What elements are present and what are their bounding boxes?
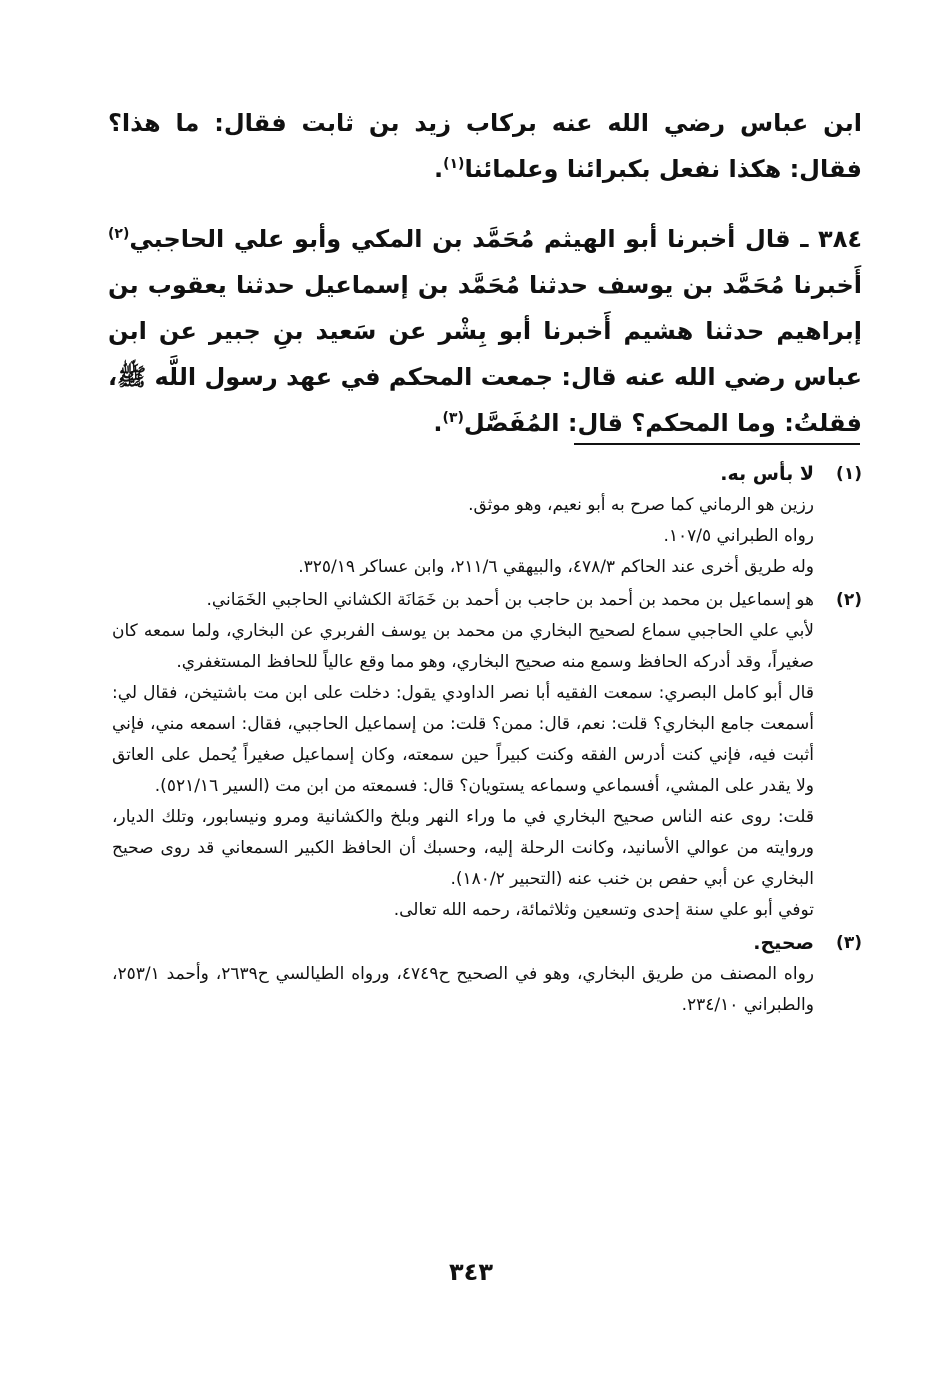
footnote-number: (٣) [836,933,862,953]
footnote-separator [574,443,860,445]
footnote-line: هو إسماعيل بن محمد بن أحمد بن حاجب بن أحمد بن خَمَانَة الكشاني الحاجبي الخَمَاني. [206,590,814,610]
footnote-ref-3: (٣) [442,410,464,426]
footnote-number: (١) [836,464,862,484]
footnote-line: قال أبو كامل البصري: سمعت الفقيه أبا نصر الداودي يقول: دخلت على ابن مت باشتيخن، فقال لي: أسمعت جامع البخاري؟ قلت: نعم، قال: ممن؟ قلت: من إسماعيل الحاجبي، فقال: اسمعه مني، فإني أثبت فيه، فإني كنت أدرس الفقه وكنت كبيراً حين سمعته، وكان إسماعيل صغيراً يُحمل على العاتق ولا يقدر على المشي، أفسماعي وسماعه يستويان؟ قال: فسمعته من ابن مت (السير ٥٢١/١٦). [112,683,814,796]
paragraph-1-text: ابن عباس رضي الله عنه بركاب زيد بن ثابت فقال: ما هذا؟ فقال: هكذا نفعل بكبرائنا وعلمائنا [108,109,862,183]
footnotes [112,459,862,1023]
footnote-ref-1: (١) [443,156,465,172]
footnote-number: (٢) [836,590,862,610]
page-number: ٣٤٣ [449,1258,493,1286]
footnote-line: رزين هو الرماني كما صرح به أبو نعيم، وهو موثق. [468,495,814,515]
footnote-grade: صحيح. [753,932,814,954]
main-paragraph-1 [108,100,862,192]
footnote-line: لأبي علي الحاجبي سماع لصحيح البخاري من محمد بن يوسف الفربري عن البخاري، ولما سمعه كان صغيراً، وقد أدركه الحافظ وسمع منه صحيح البخاري، وهو مما وقع عالياً للحافظ المستغفري. [112,621,814,672]
footnote-line: قلت: روى عنه الناس صحيح البخاري في ما وراء النهر وبلخ والكشانية ومرو ونيسابور، وتلك الديار، وروايته من عوالي الأسانيد، وكانت الرحلة إليه، وحسبك أن الحافظ الكبير السمعاني قد روى صحيح البخاري عن أبي حفص بن خنب عنه (التحبير ١٨٠/٢). [112,807,814,889]
footnote-ref-2: (٢) [108,226,130,242]
hadith-384 [108,216,862,446]
hadith-384-text: أَخبرنا مُحَمَّد بن يوسف حدثنا مُحَمَّد بن إسماعيل حدثنا يعقوب بن إبراهيم حدثنا هشيم أَخبرنا أبو بِشْر عن سَعيد بنِ جبير عن ابن عباس رضي الله عنه قال: جمعت المحكم في عهد رسول اللَّه ﷺ، فقلتُ: وما المحكم؟ قال: المُفَصَّل [108,271,862,437]
hadith-384-opening: ٣٨٤ ـ قال أخبرنا أبو الهيثم مُحَمَّد بن المكي وأبو علي الحاجبي [129,225,862,253]
footnote-grade: لا بأس به. [720,463,814,485]
footnote-1 [112,459,862,583]
footnote-line: وله طريق أخرى عند الحاكم ٤٧٨/٣، والبيهقي ٢١١/٦، وابن عساكر ٣٢٥/١٩. [298,557,814,577]
footnote-line: توفي أبو علي سنة إحدى وتسعين وثلاثمائة، رحمه الله تعالى. [393,900,814,920]
main-text [108,100,862,446]
footnote-2 [112,585,862,926]
footnote-line: رواه الطبراني ١٠٧/٥. [663,526,814,546]
hadith-384-end: . [433,409,443,437]
paragraph-1-end: . [433,155,444,183]
footnote-3 [112,928,862,1021]
footnote-line: رواه المصنف من طريق البخاري، وهو في الصحيح ح٤٧٤٩، ورواه الطيالسي ح٢٦٣٩، وأحمد ٢٥٣/١، والطبراني ٢٣٤/١٠. [112,964,814,1015]
